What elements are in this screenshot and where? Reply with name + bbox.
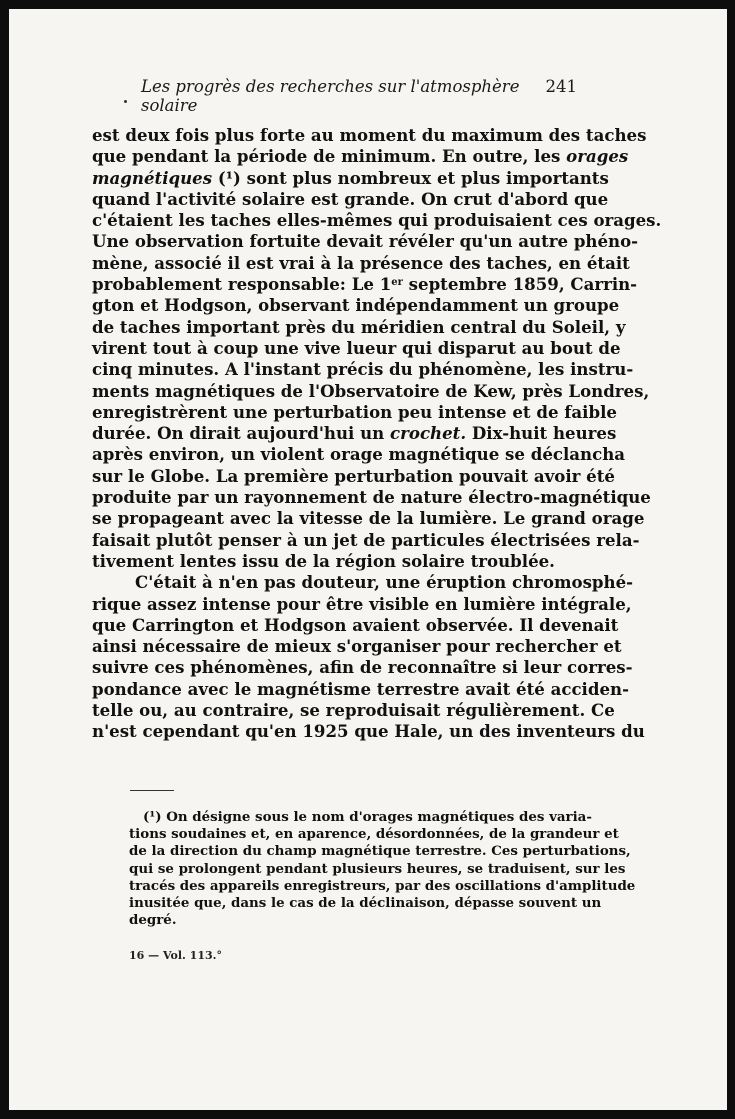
text-line: n'est cependant qu'en 1925 que Hale, un des inventeurs du xyxy=(92,721,645,742)
text-line: c'étaient les taches elles-mêmes qui produisaient ces orages. xyxy=(92,210,662,231)
text-line: cinq minutes. A l'instant précis du phénomène, les instru- xyxy=(92,359,634,380)
text-line: sur le Globe. La première perturbation pouvait avoir été xyxy=(92,465,615,486)
text-line: de taches important près du méridien central du Soleil, y xyxy=(92,316,626,337)
text-line: mène, associé il est vrai à la présence des taches, en était xyxy=(92,252,630,273)
footnote-line: (¹) On désigne sous le nom d'orages magnétiques des varia- xyxy=(143,809,592,825)
footnote-line: qui se prolongent pendant plusieurs heures, se traduisent, sur les xyxy=(129,860,626,877)
book-page xyxy=(9,9,727,1110)
running-title: Les progrès des recherches sur l'atmosphère solaire xyxy=(141,77,520,115)
text-line: ments magnétiques de l'Observatoire de Kew, près Londres, xyxy=(92,380,650,401)
text-line: gton et Hodgson, observant indépendamment un groupe xyxy=(92,295,620,316)
printer-signature: 16 — Vol. 113.° xyxy=(129,949,222,962)
text-line: enregistrèrent une perturbation peu intense et de faible xyxy=(92,401,617,422)
page-number: 241 xyxy=(545,77,577,96)
text-line: pondance avec le magnétisme terrestre avait été acciden- xyxy=(92,678,629,699)
text-line: durée. On dirait aujourd'hui un crochet. Dix-huit heures xyxy=(92,423,617,444)
text-line: telle ou, au contraire, se reproduisait régulièrement. Ce xyxy=(92,700,615,721)
footnote-line: de la direction du champ magnétique terrestre. Ces perturbations, xyxy=(129,843,631,860)
text-line: que Carrington et Hodgson avaient observée. Il devenait xyxy=(92,614,619,635)
text-line: suivre ces phénomènes, afin de reconnaître si leur corres- xyxy=(92,657,633,678)
text-line: probablement responsable: Le 1er septembre 1859, Carrin- xyxy=(92,274,638,295)
text-line: faisait plutôt penser à un jet de particules électrisées rela- xyxy=(92,529,640,550)
body-text xyxy=(92,125,662,743)
scan-speck xyxy=(124,100,127,103)
page-header xyxy=(141,77,577,115)
text-line: virent tout à coup une vive lueur qui disparut au bout de xyxy=(92,337,621,358)
text-line: que pendant la période de minimum. En outre, les orages xyxy=(92,146,629,167)
text-line: ainsi nécessaire de mieux s'organiser pour rechercher et xyxy=(92,636,622,657)
footnote-line: inusitée que, dans le cas de la déclinaison, dépasse souvent un xyxy=(129,894,602,911)
text-line: se propageant avec la vitesse de la lumière. Le grand orage xyxy=(92,508,645,529)
text-line: C'était à n'en pas douteur, une éruption chromosphé- xyxy=(135,572,634,593)
text-line: tivement lentes issu de la région solaire troublée. xyxy=(92,550,555,571)
footnote-line: degré. xyxy=(129,912,177,929)
footnote-ref: (¹) xyxy=(217,167,241,188)
text-line: après environ, un violent orage magnétique se déclancha xyxy=(92,444,626,465)
footnote-line: tracés des appareils enregistreurs, par des oscillations d'amplitude xyxy=(129,877,636,894)
text-line: est deux fois plus forte au moment du maximum des taches xyxy=(92,125,647,145)
text-line: produite par un rayonnement de nature électro-magnétique xyxy=(92,487,651,508)
footnote xyxy=(129,809,636,929)
text-line: magnétiques (¹) sont plus nombreux et plus importants xyxy=(92,167,609,188)
text-line: quand l'activité solaire est grande. On crut d'abord que xyxy=(92,188,609,209)
footnote-divider xyxy=(130,790,174,791)
text-line: Une observation fortuite devait révéler qu'un autre phéno- xyxy=(92,231,639,252)
footnote-line: tions soudaines et, en aparence, désordonnées, de la grandeur et xyxy=(129,826,619,843)
text-line: rique assez intense pour être visible en lumière intégrale, xyxy=(92,593,632,614)
